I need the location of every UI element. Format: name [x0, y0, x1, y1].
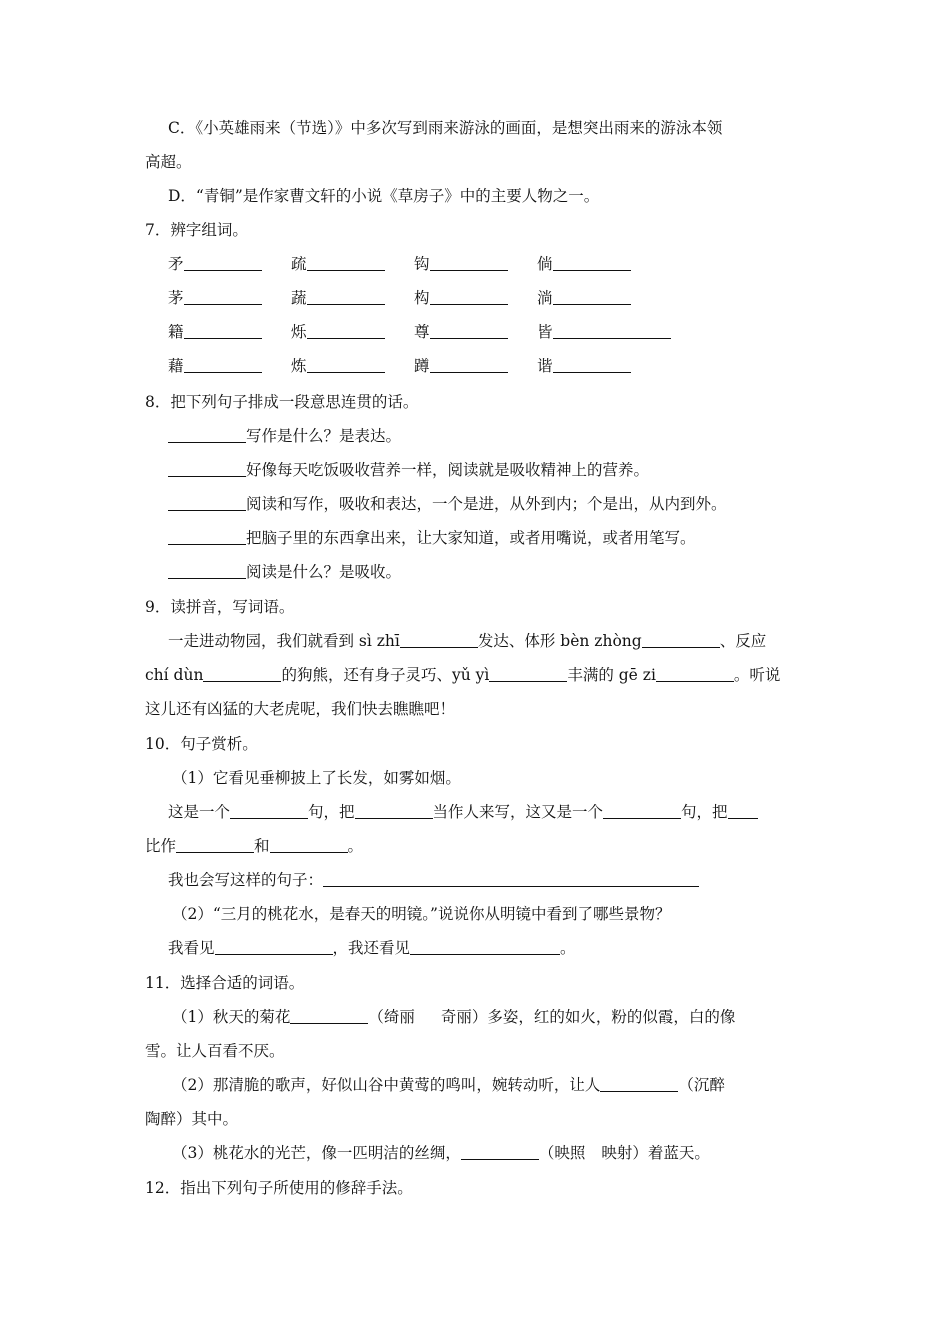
q7-char: 钩: [414, 255, 430, 273]
q10-sentence2: （2）“三月的桃花水，是春天的明镜。”说说你从明镜中看到了哪些景物？: [172, 905, 671, 923]
q9-text: 的狗熊，还有身子灵巧、yǔ yì: [281, 666, 490, 684]
q9-text: 、反应: [719, 632, 767, 650]
q11-item1-line2: 雪。让人百看不厌。: [145, 1042, 285, 1060]
q7-cell: [414, 288, 537, 308]
q7-cell: [168, 288, 291, 308]
q11-item2-line2: 陶醉）其中。: [145, 1110, 239, 1128]
answer-blank[interactable]: [307, 254, 385, 271]
q10-text: 这是一个: [168, 803, 231, 821]
q7-char: 蔬: [291, 289, 307, 307]
q8-item: [168, 426, 401, 446]
q7-row: [168, 322, 671, 342]
q7-char: 蹲: [414, 357, 430, 375]
q9-text: 一走进动物园，我们就看到 sì zhī: [168, 632, 400, 650]
q8-item: [168, 494, 727, 514]
answer-blank[interactable]: [430, 288, 508, 305]
answer-blank[interactable]: [176, 836, 254, 853]
q7-char: 构: [414, 289, 430, 307]
q11-title: 11．选择合适的词语。: [145, 974, 305, 992]
q10-text: 我看见: [168, 939, 215, 957]
q8-sentence: 把脑子里的东西拿出来，让大家知道，或者用嘴说，或者用笔写。: [246, 529, 696, 547]
q7-char: 烁: [291, 323, 307, 341]
answer-blank[interactable]: [400, 631, 478, 648]
q11-text: 奇丽）多姿，红的如火，粉的似霞，白的像: [440, 1008, 736, 1026]
answer-blank[interactable]: [553, 322, 671, 339]
q10-title: 10．句子赏析。: [145, 735, 258, 753]
answer-blank[interactable]: [184, 322, 262, 339]
q9-line1: [168, 631, 766, 651]
answer-blank[interactable]: [600, 1075, 678, 1092]
answer-blank[interactable]: [642, 631, 720, 648]
answer-blank[interactable]: [553, 288, 631, 305]
q12-title: 12．指出下列句子所使用的修辞手法。: [145, 1179, 413, 1197]
q9-title: 9．读拼音，写词语。: [145, 598, 295, 616]
answer-blank[interactable]: [215, 938, 333, 955]
q8-sentence: 阅读是什么？是吸收。: [246, 563, 402, 581]
answer-blank[interactable]: [553, 356, 631, 373]
q11-item2-line1: [172, 1075, 725, 1095]
q7-cell: [414, 356, 537, 376]
q11-item3: [172, 1143, 710, 1163]
q7-char: 茅: [168, 289, 184, 307]
answer-blank[interactable]: [430, 356, 508, 373]
q8-sentence: 好像每天吃饭吸收营养一样，阅读就是吸收精神上的营养。: [246, 461, 650, 479]
answer-blank[interactable]: [489, 665, 567, 682]
q8-sentence: 写作是什么？是表达。: [246, 427, 402, 445]
answer-blank[interactable]: [230, 802, 308, 819]
q7-cell: [537, 356, 631, 376]
q7-cell: [168, 322, 291, 342]
q11-text: （绮丽: [368, 1008, 415, 1026]
answer-blank[interactable]: [203, 665, 281, 682]
q7-char: 炼: [291, 357, 307, 375]
q9-text: chí dùn: [145, 666, 204, 684]
q10-sentence1: （1）它看见垂柳披上了长发，如雾如烟。: [172, 769, 461, 787]
q9-text: 丰满的 gē zi: [567, 666, 656, 684]
answer-blank[interactable]: [307, 356, 385, 373]
q10-line3: [145, 836, 363, 856]
q10-text: 。: [347, 837, 364, 855]
q7-char: 藉: [168, 357, 184, 375]
order-blank[interactable]: [168, 494, 246, 511]
q7-cell: [414, 322, 537, 342]
q7-cell: [291, 288, 414, 308]
q7-cell: [537, 254, 631, 274]
answer-blank[interactable]: [728, 802, 758, 819]
answer-blank[interactable]: [307, 322, 385, 339]
q9-text: 发达、体形 bèn zhòng: [477, 632, 642, 650]
q7-cell: [414, 254, 537, 274]
order-blank[interactable]: [168, 528, 246, 545]
answer-blank[interactable]: [323, 870, 699, 887]
q8-item: [168, 528, 696, 548]
q11-text: 映射）着蓝天。: [601, 1144, 710, 1162]
answer-blank[interactable]: [270, 836, 348, 853]
answer-blank[interactable]: [290, 1007, 368, 1024]
answer-blank[interactable]: [307, 288, 385, 305]
q10-text: 我也会写这样的句子：: [168, 871, 324, 889]
q11-item1-line1: [172, 1007, 735, 1027]
q11-text: （映照: [538, 1144, 586, 1162]
answer-blank[interactable]: [430, 322, 508, 339]
order-blank[interactable]: [168, 426, 246, 443]
answer-blank[interactable]: [410, 938, 560, 955]
q7-char: 疏: [291, 255, 307, 273]
order-blank[interactable]: [168, 460, 246, 477]
q6-option-c-line1: C．《小英雄雨来（节选）》中多次写到雨来游泳的画面，是想突出雨来的游泳本领: [168, 119, 723, 137]
q8-item: [168, 562, 401, 582]
q7-char: 籍: [168, 323, 184, 341]
q7-cell: [291, 322, 414, 342]
q7-char: 淌: [537, 289, 553, 307]
q7-cell: [537, 322, 671, 342]
q6-option-d: D．“青铜”是作家曹文轩的小说《草房子》中的主要人物之一。: [168, 187, 600, 205]
q11-text: （2）那清脆的歌声，好似山谷中黄莺的鸣叫，婉转动听，让人: [172, 1076, 601, 1094]
q7-row: [168, 288, 631, 308]
q6-option-c-line2: 高超。: [145, 153, 192, 171]
q9-text: 。听说: [733, 666, 781, 684]
q7-char: 倘: [537, 255, 553, 273]
q7-cell: [168, 356, 291, 376]
q8-item: [168, 460, 649, 480]
q11-text: （3）桃花水的光芒，像一匹明洁的丝绸，: [172, 1144, 461, 1162]
q7-char: 皆: [537, 323, 553, 341]
q10-line6: [168, 938, 576, 958]
q7-title: 7．辨字组词。: [145, 221, 248, 239]
answer-blank[interactable]: [553, 254, 631, 271]
q9-line3: 这儿还有凶猛的大老虎呢，我们快去瞧瞧吧！: [145, 700, 456, 718]
q7-cell: [537, 288, 631, 308]
q11-text: （沉醉: [678, 1076, 725, 1094]
q7-cell: [168, 254, 291, 274]
q10-text: 和: [254, 837, 270, 855]
q10-text: 。: [560, 939, 576, 957]
q10-text: 句，把: [308, 803, 355, 821]
answer-blank[interactable]: [656, 665, 734, 682]
q10-line4: [168, 870, 699, 890]
q8-title: 8．把下列句子排成一段意思连贯的话。: [145, 393, 419, 411]
q10-line2: [168, 802, 758, 822]
q7-char: 谐: [537, 357, 553, 375]
q11-text: （1）秋天的菊花: [172, 1008, 291, 1026]
q7-cell: [291, 254, 414, 274]
q7-row: [168, 254, 631, 274]
q10-text: ，我还看见: [332, 939, 411, 957]
answer-blank[interactable]: [355, 802, 433, 819]
q8-sentence: 阅读和写作，吸收和表达，一个是进，从外到内；个是出，从内到外。: [246, 495, 727, 513]
q7-char: 尊: [414, 323, 430, 341]
q9-line2: [145, 665, 780, 685]
answer-blank[interactable]: [184, 254, 262, 271]
answer-blank[interactable]: [184, 288, 262, 305]
answer-blank[interactable]: [430, 254, 508, 271]
answer-blank[interactable]: [461, 1143, 539, 1160]
q10-text: 比作: [145, 837, 177, 855]
q7-row: [168, 356, 631, 376]
answer-blank[interactable]: [603, 802, 681, 819]
answer-blank[interactable]: [184, 356, 262, 373]
q7-cell: [291, 356, 414, 376]
q7-char: 矛: [168, 255, 184, 273]
order-blank[interactable]: [168, 562, 246, 579]
q10-text: 当作人来写，这又是一个: [432, 803, 604, 821]
q10-text: 句，把: [681, 803, 728, 821]
